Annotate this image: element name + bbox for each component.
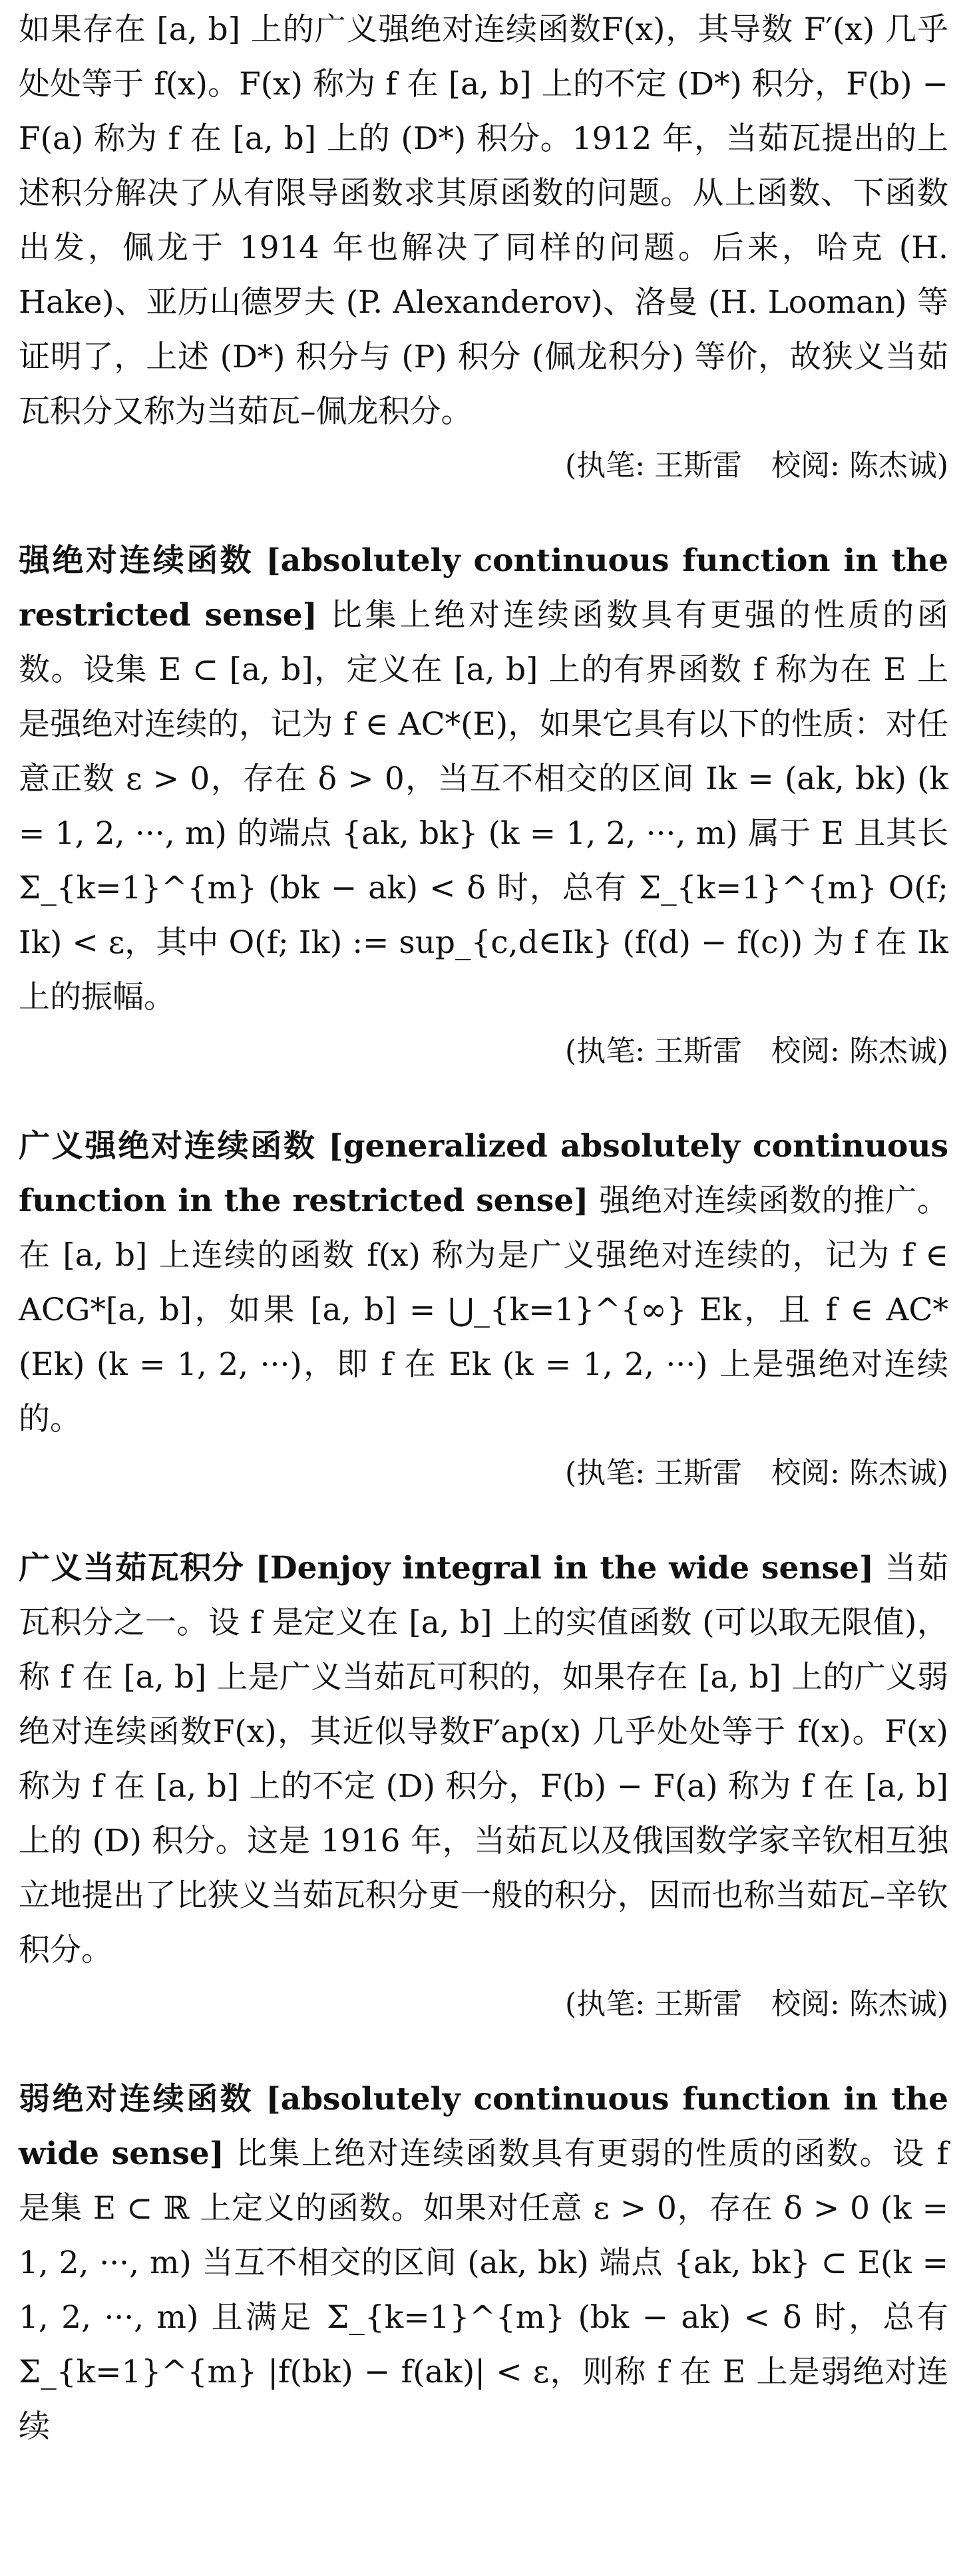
entry-title: 广义强绝对连续函数 xyxy=(19,1128,317,1165)
entry-english-title: [absolutely continuous function in the restricted sense] xyxy=(19,542,948,634)
entry-strong-ac xyxy=(19,534,948,1025)
entry-signature: (执笔: 王斯雷 校阅: 陈杰诚) xyxy=(565,1456,948,1490)
entry-body: 比集上绝对连续函数具有更强的性质的函数。设集 E ⊂ [a, b]，定义在 [a, b] 上的有界函数 f 称为在 E 上是强绝对连续的，记为 f ∈ AC*(E)，如果它具有以下的性质：对任意正数 ε > 0，存在 δ > 0，当互不相交的区间 Ik = (ak, bk) (k = 1, 2, ···, m) 的端点 {ak, bk} (k = 1, 2, ···, m) 属于 E 且其长 Σ_{k=1}^{m} (bk − ak) < δ 时，总有 Σ_{k=1}^{m} O(f; Ik) < ε，其中 O(f; Ik) := sup_{c,d∈Ik} (f(d) − f(c)) 为 f 在 Ik 上的振幅。 xyxy=(19,597,949,1015)
entry-body: 强绝对连续函数的推广。在 [a, b] 上连续的函数 f(x) 称为是广义强绝对连续的，记为 f ∈ ACG*[a, b]，如果 [a, b] = ⋃_{k=1}^{∞} Ek，且 f ∈ AC*(Ek) (k = 1, 2, ···)，即 f 在 Ek (k = 1, 2, ···) 上是强绝对连续的。 xyxy=(19,1183,948,1437)
entry-signature: (执笔: 王斯雷 校阅: 陈杰诚) xyxy=(565,1987,948,2021)
entry-weak-ac xyxy=(19,2072,948,2454)
entry-english-title: [absolutely continuous function in the wide sense] xyxy=(19,2081,948,2172)
entry-title: 强绝对连续函数 xyxy=(19,542,254,579)
intro-paragraph: 如果存在 [a, b] 上的广义强绝对连续函数F(x)，其导数 F′(x) 几乎处处等于 f(x)。F(x) 称为 f 在 [a, b] 上的不定 (D*) 积分，F(b) − F(a) 称为 f 在 [a, b] 上的 (D*) 积分。1912 年，当茹瓦提出的上述积分解决了从有限导函数求其原函数的问题。从上函数、下函数出发，佩龙于 1914 年也解决了同样的问题。后来，哈克 (H. Hake)、亚历山德罗夫 (P. Alexanderov)、洛曼 (H. Looman) 等证明了，上述 (D*) 积分与 (P) 积分 (佩龙积分) 等价，故狭义当茹瓦积分又称为当茹瓦–佩龙积分。 xyxy=(19,11,948,430)
entry-signature: (执笔: 王斯雷 校阅: 陈杰诚) xyxy=(565,1034,948,1068)
entry-title: 弱绝对连续函数 xyxy=(19,2081,254,2117)
entry-body: 比集上绝对连续函数具有更弱的性质的函数。设 f 是集 E ⊂ ℝ 上定义的函数。如果对任意 ε > 0，存在 δ > 0 (k = 1, 2, ···, m) 当互不相交的区间 (ak, bk) 端点 {ak, bk} ⊂ E(k = 1, 2, ···, m) 且满足 Σ_{k=1}^{m} (bk − ak) < δ 时，总有 Σ_{k=1}^{m} |f(bk) − f(ak)| < ε，则称 f 在 E 上是弱绝对连续 xyxy=(19,2135,948,2445)
entry-title: 广义当茹瓦积分 xyxy=(19,1550,245,1586)
entry-english-title: [generalized absolutely continuous function in the restricted sense] xyxy=(19,1128,948,1219)
entry-english-title: [Denjoy integral in the wide sense] xyxy=(255,1550,874,1586)
intro-signature: (执笔: 王斯雷 校阅: 陈杰诚) xyxy=(565,449,948,482)
entry-body: 当茹瓦积分之一。设 f 是定义在 [a, b] 上的实值函数 (可以取无限值)，称 f 在 [a, b] 上是广义当茹瓦可积的，如果存在 [a, b] 上的广义弱绝对连续函数F(x)，其近似导数F′ap(x) 几乎处处等于 f(x)。F(x) 称为 f 在 [a, b] 上的不定 (D) 积分，F(b) − F(a) 称为 f 在 [a, b] 上的 (D) 积分。这是 1916 年，当茹瓦以及俄国数学家辛钦相互独立地提出了比狭义当茹瓦积分更一般的积分，因而也称当茹瓦–辛钦积分。 xyxy=(19,1550,948,1968)
entry-generalized-strong-ac xyxy=(19,1119,948,1447)
entry-denjoy-wide xyxy=(19,1541,948,1978)
